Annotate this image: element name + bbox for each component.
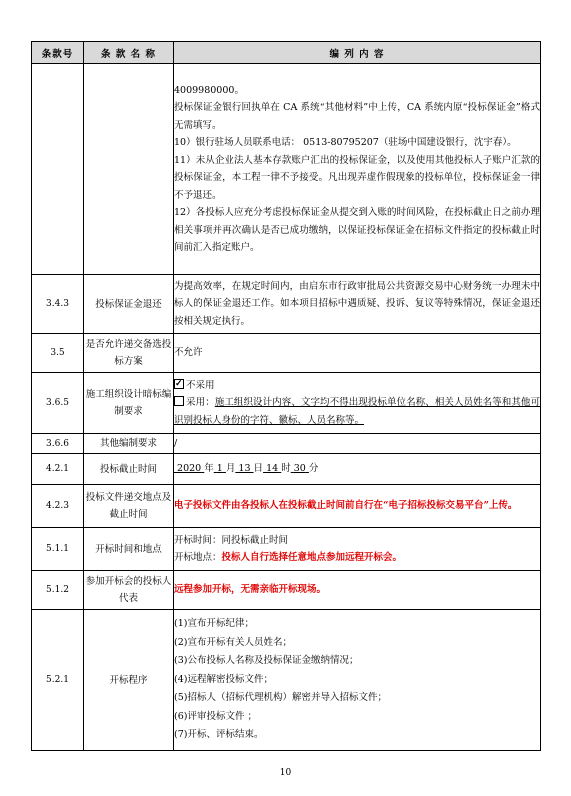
header-clause-name: 条 款 名 称 — [84, 42, 174, 64]
clause-number: 5.2.1 — [32, 610, 84, 751]
table-row — [32, 571, 541, 610]
clause-name: 其他编制要求 — [84, 434, 174, 454]
clause-name: 是否允许递交备选投标方案 — [84, 334, 174, 373]
bid-terms-table — [31, 41, 541, 751]
table-row — [32, 334, 541, 373]
row-content: 开标时间：同投标截止时间 开标地点：投标人自行选择任意地点参加远程开标会。 — [174, 528, 541, 571]
clause-name: 开标时间和地点 — [84, 528, 174, 571]
deadline-time: 2020 年 1 月 13 日 14 时 30 分 — [174, 454, 541, 485]
row-content: 4009980000。 投标保证金银行回执单在 CA 系统“其他材料”中上传，CA 系统内原“投标保证金”格式无需填写。 10）银行驻场人员联系电话： 0513-80795207（驻场中国建设银行，沈宇春）。 11）未从企业法人基本存款账户汇出的投标保证金，以及使用其他投标人子账户汇款的投标保证金，本工程一律不予接受。凡出现弄虚作假现象的投标单位，投标保证金一律不予退还。 12）各投标人应充分考虑投标保证金从提交到入账的时间风险，在投标截止日之前办理相关事项并再次确认是否已成功缴纳，以保证投标保证金在招标文件指定的投标截止时间前汇入指定账户。 — [174, 64, 541, 275]
clause-number: 4.2.1 — [32, 454, 84, 485]
table-row — [32, 373, 541, 434]
table-row — [32, 528, 541, 571]
clause-number: 4.2.3 — [32, 485, 84, 528]
table-header-row — [32, 42, 541, 64]
row-content: 电子投标文件由各投标人在投标截止时间前自行在“电子招标投标交易平台”上传。 — [174, 485, 541, 528]
table-row — [32, 485, 541, 528]
clause-number: 5.1.2 — [32, 571, 84, 610]
clause-number: 5.1.1 — [32, 528, 84, 571]
header-content: 编 列 内 容 — [174, 42, 541, 64]
table-row — [32, 64, 541, 275]
row-content: 远程参加开标，无需亲临开标现场。 — [174, 571, 541, 610]
clause-number: 3.6.5 — [32, 373, 84, 434]
row-content: / — [174, 434, 541, 454]
clause-name: 参加开标会的投标人代表 — [84, 571, 174, 610]
row-content: ✓不采用 采用：施工组织设计内容、文字均不得出现投标单位名称、相关人员姓名等和其他可识别投标人身份的字符、徽标、人员名称等。 — [174, 373, 541, 434]
clause-number: 3.6.6 — [32, 434, 84, 454]
clause-number: 3.4.3 — [32, 275, 84, 334]
table-row — [32, 275, 541, 334]
table-row — [32, 434, 541, 454]
clause-name: 投标保证金退还 — [84, 275, 174, 334]
clause-name: 施工组织设计暗标编制要求 — [84, 373, 174, 434]
clause-name: 投标文件递交地点及截止时间 — [84, 485, 174, 528]
row-content: 为提高效率，在规定时间内，由启东市行政审批局公共资源交易中心财务统一办理未中标人的保证金退还工作。如本项目招标中遇质疑、投诉、复议等特殊情况，保证金退还按相关规定执行。 — [174, 275, 541, 334]
page-number: 10 — [279, 768, 292, 778]
unchecked-checkbox-icon — [174, 396, 184, 406]
clause-number: 3.5 — [32, 334, 84, 373]
clause-name: 投标截止时间 — [84, 454, 174, 485]
header-clause-number: 条款号 — [32, 42, 84, 64]
checked-checkbox-icon — [174, 379, 184, 389]
clause-name: 开标程序 — [84, 610, 174, 751]
row-content: 不允许 — [174, 334, 541, 373]
table-row — [32, 610, 541, 751]
row-content: (1)宣布开标纪律； (2)宣布开标有关人员姓名； (3)公布投标人名称及投标保证金缴纳情况； (4)远程解密投标文件； (5)招标人（招标代理机构）解密并导入招标文件； (6)评审投标文件 ； (7)开标、评标结束。 — [174, 610, 541, 751]
table-row — [32, 454, 541, 485]
